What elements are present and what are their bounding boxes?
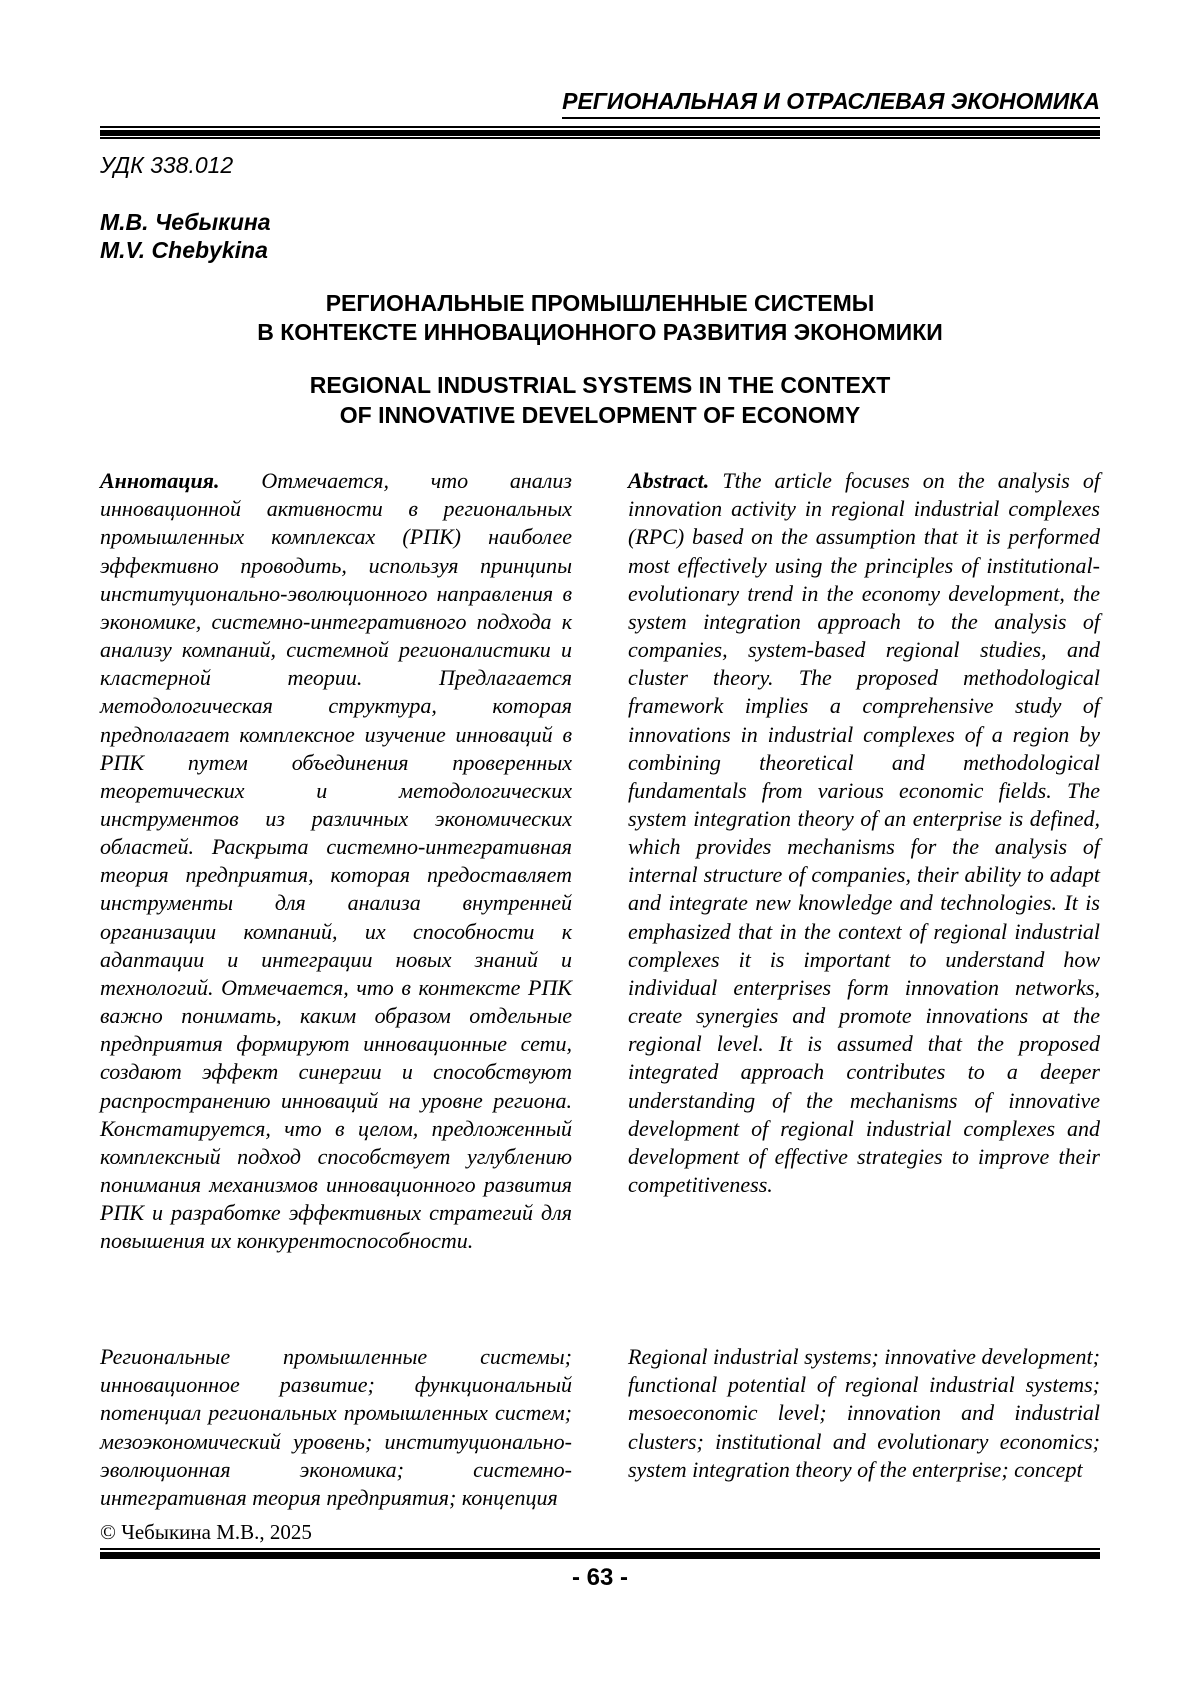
abstract-en-label: Abstract. <box>628 468 710 494</box>
annotation-ru-label: Аннотация. <box>100 468 220 494</box>
annotation-ru-text: Отмечается, что анализ инновационной активности в региональных промышленных комплексах (РПК) наиболее эффективно проводить, используя принципы институционально-эволюционного направления в экономике, системно-интегративного подхода к анализу компаний, системной регионалистики и кластерной теории. Предлагается методологическая структура, которая предполагает комплексное изучение инноваций в РПК путем объединения проверенных теоретических и методологических инструментов из различных экономических областей. Раскрыта системно-интегративная теория предприятия, которая предоставляет инструменты для анализа внутренней организации компаний, их способности к адаптации и интеграции новых знаний и технологий. Отмечается, что в контексте РПК важно понимать, каким образом отдельные предприятия формируют инновационные сети, создают эффект синергии и способствуют распространению инноваций на уровне региона. Констатируется, что в целом, предложенный комплексный подход способствует углублению понимания механизмов инновационного развития РПК и разработке эффективных стратегий для повышения их конкурентоспособности. <box>100 468 572 1254</box>
abstract-en-text: Tthe article focuses on the analysis of innovation activity in regional industrial complexes (RPC) based on the assumption that it is performed most effectively using the principles of institutional-evolutionary trend in the economy development, the system integration approach to the analysis of companies, system-based regional studies, and cluster theory. The proposed methodological framework implies a comprehensive study of innovations in industrial complexes of a region by combining theoretical and methodological fundamentals from various economic fields. The system integration theory of an enterprise is defined, which provides mechanisms for the analysis of internal structure of companies, their ability to adapt and integrate new knowledge and technologies. It is emphasized that in the context of regional industrial complexes it is important to understand how individual enterprises form innovation networks, create synergies and promote innovations at the regional level. It is assumed that the proposed integrated approach contributes to a deeper understanding of the mechanisms of innovative development of regional industrial complexes and development of effective strategies to improve their competitiveness. <box>628 468 1101 1197</box>
authors-block <box>100 208 1100 264</box>
footer-divider-thick <box>100 1552 1100 1559</box>
running-head-title: РЕГИОНАЛЬНАЯ И ОТРАСЛЕВАЯ ЭКОНОМИКА <box>562 88 1100 119</box>
header-divider <box>100 126 1100 139</box>
article-title-ru-line1: РЕГИОНАЛЬНЫЕ ПРОМЫШЛЕННЫЕ СИСТЕМЫ <box>325 289 875 316</box>
header-divider-thin-bottom <box>100 137 1100 139</box>
author-name-en: M.V. Chebykina <box>100 237 268 264</box>
running-head <box>100 88 1100 119</box>
article-title-en-line1: REGIONAL INDUSTRIAL SYSTEMS IN THE CONTEXT <box>309 372 891 399</box>
footer-divider <box>100 1548 1100 1559</box>
article-title-en <box>100 371 1100 431</box>
author-name-ru: М.В. Чебыкина <box>100 209 271 236</box>
annotation-ru <box>100 467 572 1343</box>
abstract-columns <box>100 467 1100 1512</box>
keywords-en: Regional industrial systems; innovative development; functional potential of regional industrial systems; mesoeconomic level; innovation and industrial clusters; institutional and evolutionary economics; system integration theory of the enterprise; concept <box>628 1344 1100 1482</box>
article-title-ru-line2: В КОНТЕКСТЕ ИННОВАЦИОННОГО РАЗВИТИЯ ЭКОНОМИКИ <box>257 319 943 346</box>
page-number: - 63 - <box>571 1564 628 1591</box>
article-title-en-line2: OF INNOVATIVE DEVELOPMENT OF ECONOMY <box>339 402 861 429</box>
copyright-line: © Чебыкина М.В., 2025 <box>100 1520 312 1545</box>
abstract-en <box>628 467 1100 1343</box>
keywords-ru: Региональные промышленные системы; инновационное развитие; функциональный потенциал региональных промышленных систем; мезоэкономический уровень; институционально-эволюционная экономика; системно-интегративная теория предприятия; концепция <box>100 1344 572 1510</box>
article-title-ru <box>100 289 1100 349</box>
page-footer <box>100 1548 1100 1592</box>
udc-code: УДК 338.012 <box>100 152 234 179</box>
